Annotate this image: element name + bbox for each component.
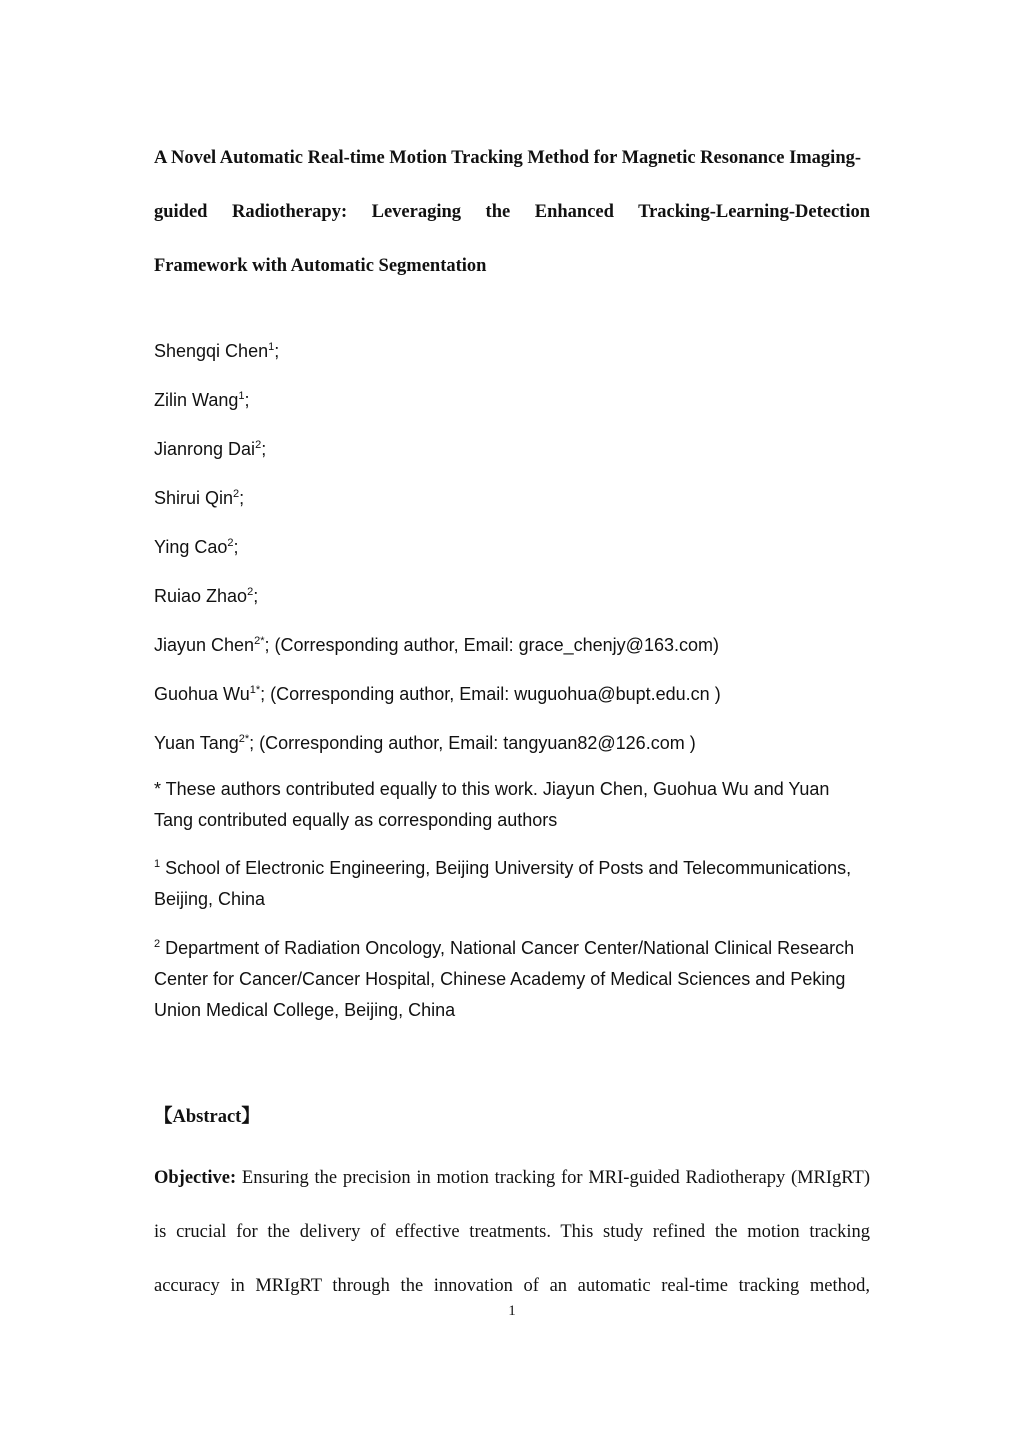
affiliation-mark: 1 [154, 858, 161, 870]
author-affiliation-mark: 2 [233, 488, 240, 500]
author-list [154, 336, 870, 777]
abstract-paragraph [154, 1151, 870, 1313]
affiliation-text: Department of Radiation Oncology, National Cancer Center/National Clinical Research Center for Cancer/Cancer Hospital, Chinese Academy of Medical Sciences and Peking Union Medical College, Beijing, China [154, 938, 855, 1020]
author-name: Ying Cao [154, 537, 228, 557]
paper-title [154, 131, 870, 293]
title-line-1: A Novel Automatic Real-time Motion Tracking Method for Magnetic Resonance Imaging- [154, 148, 862, 168]
author-suffix: ; [261, 439, 267, 459]
affiliation-2 [154, 933, 870, 1026]
author-name: Guohua Wu [154, 684, 250, 704]
author-entry [154, 728, 870, 777]
author-suffix: ; (Corresponding author, Email: tangyuan82@126.com ) [249, 733, 696, 753]
objective-label: Objective: [154, 1168, 237, 1188]
author-entry [154, 434, 870, 483]
author-entry [154, 679, 870, 728]
author-affiliation-mark: 2* [254, 635, 265, 647]
author-affiliation-mark: 2* [238, 733, 250, 745]
author-name: Shengqi Chen [154, 341, 269, 361]
author-suffix: ; [274, 341, 280, 361]
author-suffix: ; (Corresponding author, Email: wuguohua@bupt.edu.cn ) [260, 684, 721, 704]
author-name: Shirui Qin [154, 488, 234, 508]
author-entry [154, 630, 870, 679]
affiliation-mark: 2 [154, 938, 161, 950]
author-name: Yuan Tang [154, 733, 239, 753]
author-affiliation-mark: 2 [247, 586, 254, 598]
author-suffix: ; [239, 488, 245, 508]
author-affiliation-mark: 1 [268, 341, 275, 353]
author-entry [154, 336, 870, 385]
title-line-3: Framework with Automatic Segmentation [154, 256, 487, 276]
author-affiliation-mark: 1 [238, 390, 245, 402]
abstract-heading: 【Abstract】 [154, 1107, 260, 1127]
author-entry [154, 483, 870, 532]
abstract-text: Ensuring the precision in motion tracking for MRI-guided Radiotherapy (MRIgRT) is crucial for the delivery of effective treatments. This study refined the motion tracking accuracy in MRIgRT through the innovation of an automatic real-time tracking method, [154, 1168, 870, 1296]
author-name: Jiayun Chen [154, 635, 255, 655]
author-affiliation-mark: 2 [255, 439, 262, 451]
author-entry [154, 581, 870, 630]
author-suffix: ; [244, 390, 250, 410]
author-entry [154, 385, 870, 434]
affiliation-1 [154, 853, 870, 915]
author-name: Zilin Wang [154, 390, 239, 410]
title-line-2: guided Radiotherapy: Leveraging the Enhanced Tracking-Learning-Detection [154, 202, 870, 222]
author-name: Ruiao Zhao [154, 586, 248, 606]
affiliation-text: School of Electronic Engineering, Beijing University of Posts and Telecommunications, Beijing, China [154, 858, 852, 909]
author-affiliation-mark: 2 [227, 537, 234, 549]
page-number: 1 [508, 1303, 516, 1319]
author-name: Jianrong Dai [154, 439, 256, 459]
author-suffix: ; [233, 537, 239, 557]
author-affiliation-mark: 1* [249, 684, 261, 696]
author-suffix: ; [253, 586, 259, 606]
author-entry [154, 532, 870, 581]
equal-contribution-note: * These authors contributed equally to this work. Jiayun Chen, Guohua Wu and Yuan Tang contributed equally as corresponding authors [154, 779, 830, 830]
author-suffix: ; (Corresponding author, Email: grace_chenjy@163.com) [264, 635, 719, 655]
